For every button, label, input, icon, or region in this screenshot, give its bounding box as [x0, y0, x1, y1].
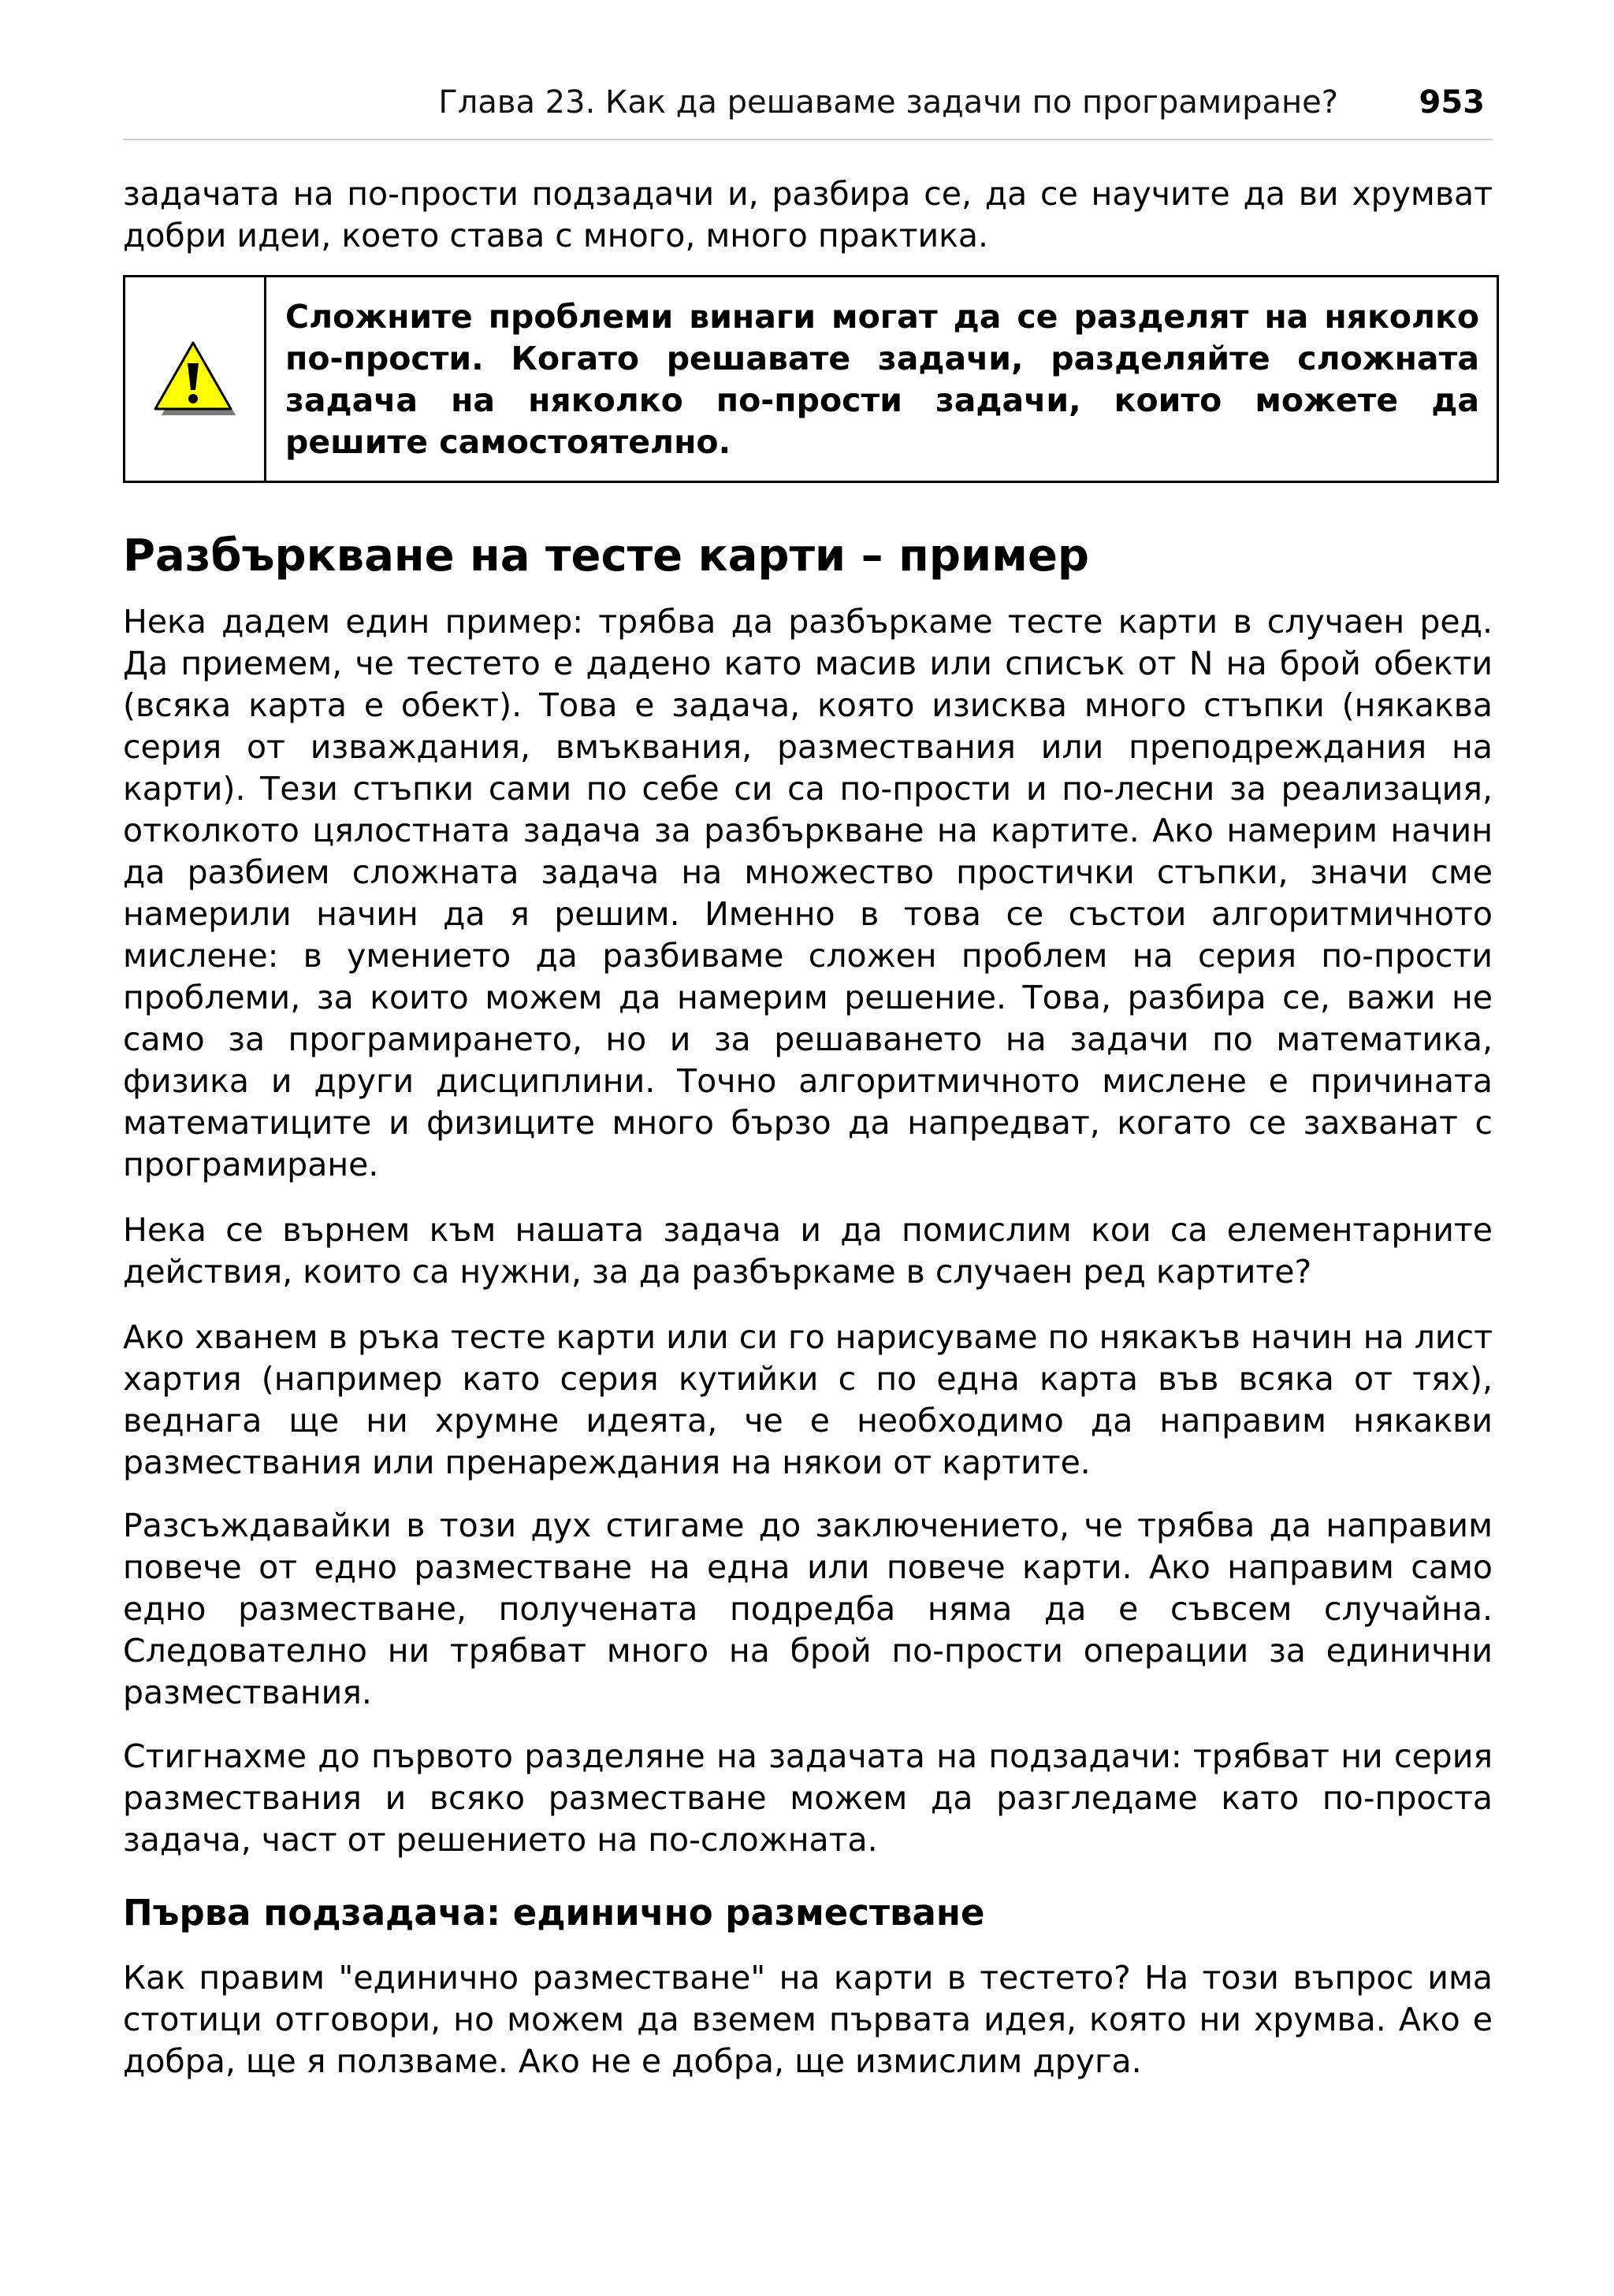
callout-icon-cell	[125, 277, 266, 481]
warning-callout	[123, 275, 1499, 483]
running-header	[123, 79, 1493, 126]
subsection-paragraph-1: Как правим "единично разместване" на карти в тестето? На този въпрос има стотици отговори, но можем да вземем първата идея, която ни хрумва. Ако е добра, ще я ползваме. Ако не е добра, ще измислим друга.	[123, 1959, 1493, 2080]
section-paragraph-4: Разсъждавайки в този дух стигаме до заключението, че трябва да направим повече от едно разместване на една или повече карти. Ако направим само едно разместване, получената подредба няма да е съвсем случайна. Следователно ни трябват много на брой по-прости операции за единични размествания.	[123, 1507, 1493, 1711]
header-divider	[123, 139, 1493, 140]
warning-triangle-icon	[151, 338, 239, 420]
intro-paragraph: задачата на по-прости подзадачи и, разбира се, да се научите да ви хрумват добри идеи, което става с много, много практика.	[123, 175, 1493, 254]
section-paragraph-3: Ако хванем в ръка тесте карти или си го нарисуваме по някакъв начин на лист хартия (например като серия кутийки с по една карта във всяка от тях), веднага ще ни хрумне идеята, че е необходимо да направим някакви размествания или пренареждания на някои от картите.	[123, 1318, 1493, 1481]
callout-text: Сложните проблеми винаги могат да се разделят на няколко по-прости. Когато решавате задачи, разделяйте сложната задача на няколко по-прости задачи, които можете да решите самостоятелно.	[285, 298, 1479, 461]
chapter-title: Глава 23. Как да решаваме задачи по програмиране?	[438, 84, 1338, 121]
section-paragraph-5: Стигнахме до първото разделяне на задачата на подзадачи: трябват ни серия размествания и всяко разместване можем да разгледаме като по-проста задача, част от решението на по-сложната.	[123, 1737, 1493, 1859]
section-paragraph-1: Нека дадем един пример: трябва да разбъркаме тесте карти в случаен ред. Да приемем, че тестето е дадено като масив или списък от N на брой обекти (всяка карта е обект). Това е задача, която изисква много стъпки (някаква серия от изваждания, вмъквания, размествания или преподреждания на карти). Тези стъпки сами по себе си са по-прости и по-лесни за реализация, отколкото цялостната задача за разбъркване на картите. Ако намерим начин да разбием сложната задача на множество простички стъпки, значи сме намерили начин да я решим. Именно в това се състои алгоритмичното мислене: в умението да разбиваме сложен проблем на серия по-прости проблеми, за които можем да намерим решение. Това, разбира се, важи не само за програмирането, но и за решаването на задачи по математика, физика и други дисциплини. Точно алгоритмичното мислене е причината математиците и физиците много бързо да напредват, когато се захванат с програмиране.	[123, 603, 1493, 1183]
page-number: 953	[1419, 84, 1485, 121]
section-paragraph-2: Нека се върнем към нашата задача и да помислим кои са елементарните действия, които са нужни, за да разбъркаме в случаен ред картите?	[123, 1211, 1493, 1291]
section-heading: Разбъркване на тесте карти – пример	[123, 530, 1090, 581]
subsection-heading: Първа подзадача: единично разместване	[123, 1892, 985, 1934]
